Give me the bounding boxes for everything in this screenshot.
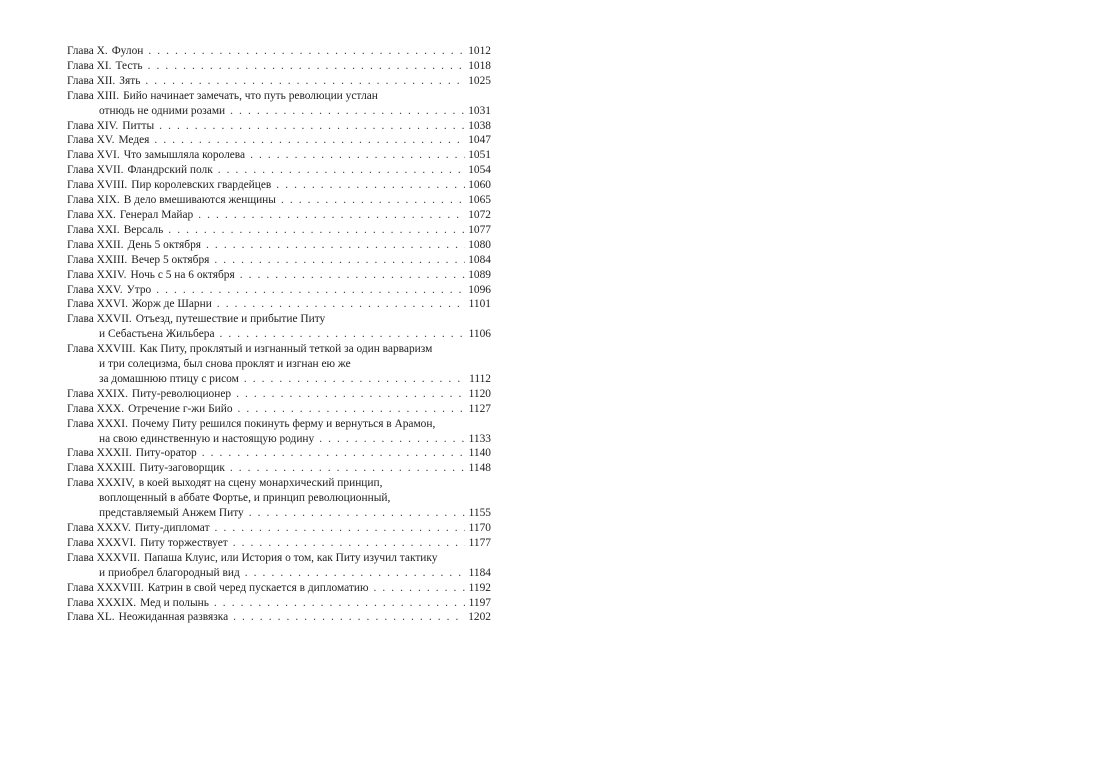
page-number: 1018 [468,59,491,72]
chapter-title: В дело вмешиваются женщины [123,194,276,207]
toc-entry [67,297,491,312]
dot-leader [230,461,465,476]
toc-entry-text [67,312,325,327]
dot-leader [250,148,465,163]
chapter-title: и три солецизма, был снова проклят и изгнан ею же [99,358,351,371]
toc-entry-line [67,506,491,521]
chapter-label: Глава XVII. [67,164,124,177]
chapter-title: в коей выходят на сцену монархический принцип, [138,477,383,490]
chapter-label: Глава XXIX. [67,387,128,400]
toc-entry-line [67,342,491,357]
toc-entry-line [67,268,491,283]
chapter-label: Глава XL. [67,611,115,624]
chapter-label: Глава XVIII. [67,179,128,192]
page-number: 1184 [468,566,491,579]
page-number: 1072 [468,208,491,221]
toc-entry-text [67,44,143,59]
toc-entry [67,268,491,283]
page-number: 1038 [468,119,491,132]
toc-entry-text [67,461,225,476]
chapter-label: Глава XXI. [67,223,120,236]
chapter-label: Глава XXXVIII. [67,581,144,594]
dot-leader [215,521,465,536]
toc-entry-line [67,536,491,551]
toc-entry-text [67,476,382,491]
chapter-title: Как Питу, проклятый и изгнанный теткой за один варваризм [139,343,433,356]
page-number: 1155 [468,507,491,520]
chapter-title: Катрин в свой черед пускается в дипломатию [147,581,369,594]
dot-leader [233,610,465,625]
toc-entry-line [67,133,491,148]
toc-entry-text [67,610,228,625]
dot-leader [217,297,465,312]
dot-leader [218,163,465,178]
toc-entry-line [67,178,491,193]
chapter-label: Глава XVI. [67,149,120,162]
toc-entry-text [67,119,154,134]
chapter-label: Глава XI. [67,59,112,72]
chapter-title: Утро [126,283,152,296]
toc-entry [67,223,491,238]
toc-entry-text [67,208,193,223]
chapter-title: и Себастьена Жильбера [99,328,215,341]
chapter-title: Почему Питу решился покинуть ферму и вернуться в Арамон, [131,417,436,430]
toc-entry [67,238,491,253]
toc-entry [67,551,491,581]
toc-entry-line [67,491,491,506]
dot-leader [198,208,465,223]
page-number: 1101 [468,298,491,311]
toc-entry-line [67,223,491,238]
toc-entry [67,74,491,89]
chapter-label: Глава XXVIII. [67,343,136,356]
toc-entry-line [67,446,491,461]
toc-entry-text [99,104,225,119]
toc-entry-text [67,551,437,566]
page-number: 1170 [468,522,491,534]
toc-entry-text [67,297,212,312]
dot-leader [148,59,465,74]
dot-leader [373,581,465,596]
chapter-label: Глава XXIV. [67,268,127,281]
chapter-title: Отъезд, путешествие и прибытие Питу [135,313,326,326]
toc-entry-text [67,238,201,253]
toc-entry-text [67,133,149,148]
chapter-label: Глава XXXIII. [67,462,136,475]
chapter-title: Ночь с 5 на 6 октября [130,268,235,281]
toc-entry [67,536,491,551]
chapter-label: Глава X. [67,45,108,57]
toc-entry-line [67,402,491,417]
toc-entry-text [67,402,233,417]
chapter-title: Фландрский полк [127,164,213,177]
page-number: 1060 [468,179,491,192]
toc-entry [67,193,491,208]
toc-entry-text [67,163,213,178]
toc-entry-line [67,566,491,581]
toc-entry-text [99,566,240,581]
toc-entry-text [67,148,245,163]
chapter-label: Глава XXXII. [67,447,132,460]
toc-entry-text [99,357,351,372]
toc-entry-line [67,610,491,625]
chapter-title: Питу торжествует [140,536,228,549]
toc-entry [67,208,491,223]
chapter-title: за домашнюю птицу с рисом [99,372,239,385]
table-of-contents [67,44,491,625]
chapter-title: Питу-дипломат [134,522,210,534]
dot-leader [233,536,465,551]
chapter-title: Папаша Клуис, или История о том, как Питу изучил тактику [143,551,438,564]
toc-entry-line [67,372,491,387]
dot-leader [276,178,465,193]
toc-entry-line [67,163,491,178]
chapter-label: Глава XXVI. [67,298,128,311]
toc-entry [67,119,491,134]
chapter-label: Глава XXIII. [67,253,128,266]
toc-entry-text [67,59,143,74]
chapter-title: Отречение г-жи Бийо [128,402,233,415]
toc-entry-text [67,387,231,402]
toc-entry-line [67,297,491,312]
chapter-title: Бийо начинает замечать, что путь революции устлан [123,89,378,102]
dot-leader [238,402,465,417]
chapter-label: Глава XII. [67,74,116,87]
chapter-label: Глава XXXVI. [67,536,137,549]
page-number: 1054 [468,164,491,177]
dot-leader [220,327,465,342]
page-number: 1133 [468,432,491,445]
toc-entry-line [67,387,491,402]
toc-entry [67,342,491,387]
dot-leader [240,268,465,283]
chapter-label: Глава XXX. [67,402,125,415]
toc-entry-line [67,596,491,611]
chapter-title: Жорж де Шарни [131,298,212,311]
toc-entry-text [67,446,197,461]
chapter-title: Мед и полынь [140,596,209,609]
toc-entry-line [67,283,491,298]
toc-entry-line [67,521,491,536]
toc-entry-line [67,551,491,566]
chapter-label: Глава XV. [67,134,115,147]
dot-leader [154,133,465,148]
toc-entry [67,521,491,536]
page-number: 1084 [468,253,491,266]
chapter-title: Генерал Майар [119,208,194,221]
chapter-title: Вечер 5 октября [131,253,210,266]
toc-entry-line [67,476,491,491]
chapter-label: Глава XIII. [67,89,120,102]
chapter-title: Зять [119,74,141,87]
dot-leader [145,74,465,89]
page-number: 1148 [468,462,491,475]
toc-entry [67,148,491,163]
toc-entry [67,596,491,611]
toc-entry-line [67,59,491,74]
toc-entry-line [67,208,491,223]
page-number: 1096 [468,283,491,296]
dot-leader [249,506,465,521]
chapter-label: Глава XIX. [67,194,120,207]
toc-entry [67,133,491,148]
dot-leader [168,223,465,238]
chapter-label: Глава XXXV. [67,522,131,534]
page-number: 1025 [468,74,491,87]
toc-entry-line [67,327,491,342]
toc-entry [67,163,491,178]
toc-entry [67,610,491,625]
chapter-label: Глава XXXIV, [67,477,135,490]
dot-leader [159,119,465,134]
chapter-label: Глава XXVII. [67,313,132,326]
chapter-title: Тесть [115,59,143,72]
page-number: 1047 [468,134,491,147]
chapter-label: Глава XIV. [67,119,119,132]
chapter-label: Глава XXXIX. [67,596,137,609]
page-number: 1089 [468,268,491,281]
toc-entry-line [67,119,491,134]
toc-entry-text [99,432,314,447]
toc-entry [67,446,491,461]
chapter-title: Пир королевских гвардейцев [131,179,272,192]
chapter-label: Глава XXXVII. [67,551,140,564]
toc-entry-text [67,253,209,268]
toc-entry [67,253,491,268]
toc-entry-text [99,491,390,506]
toc-entry-line [67,432,491,447]
chapter-title: Питу-оратор [135,447,197,460]
chapter-title: и приобрел благородный вид [99,566,240,579]
toc-entry-line [67,461,491,476]
toc-entry [67,387,491,402]
toc-entry-text [67,581,368,596]
toc-entry-text [67,223,163,238]
toc-entry-text [99,372,239,387]
toc-entry-text [67,283,151,298]
page-number: 1051 [468,149,491,162]
toc-entry-line [67,89,491,104]
dot-leader [214,253,465,268]
toc-entry [67,44,491,59]
page-number: 1197 [468,596,491,609]
toc-entry-text [67,268,235,283]
page-number: 1177 [468,536,491,549]
toc-entry [67,581,491,596]
toc-entry [67,178,491,193]
chapter-title: отнюдь не одними розами [99,104,226,117]
page-number: 1112 [469,372,491,385]
toc-entry-text [99,506,244,521]
toc-entry-line [67,74,491,89]
toc-entry-line [67,193,491,208]
chapter-title: на свою единственную и настоящую родину [99,432,315,445]
toc-entry-line [67,581,491,596]
page-number: 1077 [468,223,491,236]
toc-entry-line [67,148,491,163]
toc-entry-line [67,357,491,372]
dot-leader [206,238,465,253]
dot-leader [156,283,465,298]
page-number: 1031 [468,104,491,117]
toc-entry-line [67,253,491,268]
dot-leader [214,596,465,611]
dot-leader [236,387,465,402]
chapter-label: Глава XXV. [67,283,123,296]
toc-entry-text [67,521,210,536]
page-number: 1202 [468,611,491,624]
chapter-title: День 5 октября [127,238,202,251]
chapter-title: Питу-революционер [131,387,232,400]
chapter-title: Что замышляла королева [123,149,246,162]
page-number: 1012 [468,45,491,57]
dot-leader [245,566,465,581]
chapter-label: Глава XX. [67,208,116,221]
toc-entry-text [99,327,215,342]
toc-entry [67,89,491,119]
page-number: 1065 [468,194,491,207]
chapter-label: Глава XXXI. [67,417,128,430]
toc-entry-text [67,193,276,208]
page-number: 1127 [468,402,491,415]
toc-entry [67,59,491,74]
chapter-title: Медея [118,134,150,147]
page-number: 1192 [468,581,491,594]
toc-entry [67,476,491,521]
chapter-title: Неожиданная развязка [118,611,229,624]
chapter-label: Глава XXII. [67,238,124,251]
dot-leader [244,372,465,387]
toc-entry [67,417,491,447]
chapter-title: Фулон [111,45,144,57]
dot-leader [281,193,465,208]
toc-entry-text [67,178,271,193]
toc-entry [67,402,491,417]
dot-leader [319,432,465,447]
toc-entry-line [67,44,491,59]
chapter-title: Питу-заговорщик [139,462,225,475]
chapter-title: представляемый Анжем Питу [99,507,244,520]
page-number: 1106 [468,328,491,341]
toc-entry-line [67,312,491,327]
dot-leader [230,104,465,119]
toc-entry [67,461,491,476]
toc-entry-text [67,596,209,611]
toc-entry-text [67,342,432,357]
toc-entry-text [67,536,228,551]
chapter-title: воплощенный в аббате Фортье, и принцип революционный, [99,492,391,505]
toc-entry [67,312,491,342]
page-number: 1080 [468,238,491,251]
chapter-title: Версаль [123,223,164,236]
dot-leader [148,44,465,59]
toc-entry-text [67,74,140,89]
toc-entry [67,283,491,298]
dot-leader [202,446,465,461]
page-number: 1140 [468,447,491,460]
toc-entry-text [67,417,435,432]
toc-entry-line [67,417,491,432]
toc-entry-text [67,89,378,104]
chapter-title: Питты [122,119,155,132]
page-number: 1120 [468,387,491,400]
toc-entry-line [67,104,491,119]
toc-entry-line [67,238,491,253]
